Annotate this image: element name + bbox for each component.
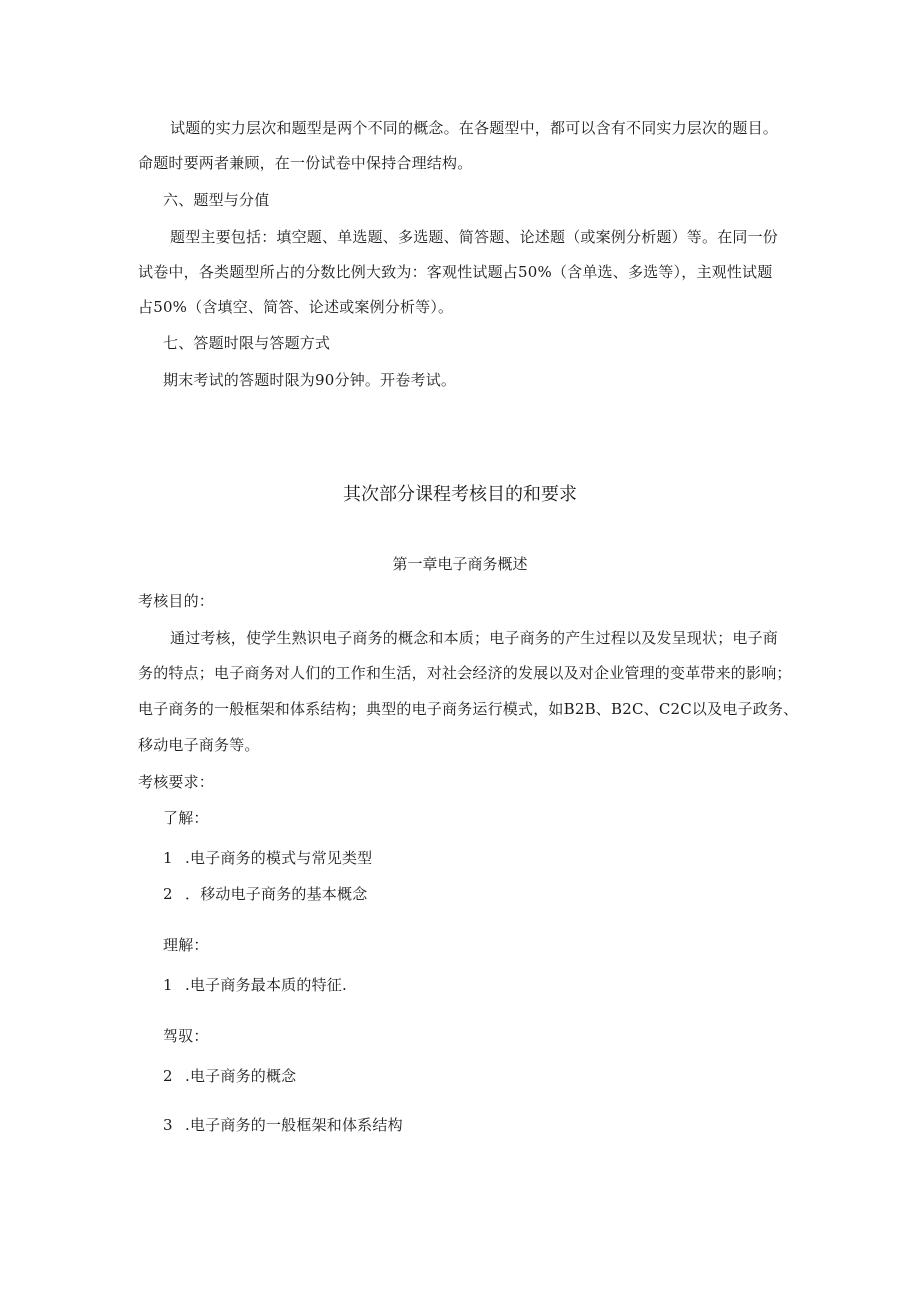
master-label: 驾驭： — [163, 1027, 209, 1045]
item-number: 2 — [163, 1067, 173, 1085]
item-number: 3 — [163, 1116, 173, 1134]
understand-label: 了解： — [163, 809, 209, 827]
item-text: .电子商务的一般框架和体系结构 — [185, 1116, 403, 1134]
requirement-label: 考核要求： — [138, 773, 215, 791]
item-text: .电子商务的概念 — [185, 1067, 297, 1085]
comprehend-label: 理解： — [163, 936, 209, 954]
objective-line-3: 电子商务的一般框架和体系结构；典型的电子商务运行模式，如B2B、B2C、C2C以及电子政务、 — [138, 700, 799, 718]
section7-heading: 七、答题时限与答题方式 — [163, 334, 331, 352]
comprehend-item — [163, 975, 347, 995]
section6-paragraph-line-2: 试卷中，各类题型所占的分数比例大致为：客观性试题占50%（含单选、多选等），主观性试题 — [138, 263, 773, 281]
item-number: 1 — [163, 849, 173, 867]
chapter1-title: 第一章电子商务概述 — [392, 555, 528, 573]
master-item — [163, 1066, 296, 1086]
objective-line-2: 务的特点；电子商务对人们的工作和生活，对社会经济的发展以及对企业管理的变革带来的影响； — [138, 664, 792, 682]
section5-paragraph-line-2: 命题时要两者兼顾，在一份试卷中保持合理结构。 — [138, 154, 473, 172]
item-text: ．移动电子商务的基本概念 — [185, 885, 368, 903]
master-item — [163, 1115, 403, 1135]
objective-label: 考核目的： — [138, 592, 215, 610]
item-number: 2 — [163, 885, 173, 903]
section6-paragraph-line-3: 占50%（含填空、简答、论述或案例分析等）。 — [138, 298, 454, 316]
item-number: 1 — [163, 976, 173, 994]
understand-item — [163, 848, 372, 868]
part2-title: 其次部分课程考核目的和要求 — [343, 484, 577, 505]
objective-line-4: 移动电子商务等。 — [138, 736, 260, 754]
section6-paragraph-line-1: 题型主要包括：填空题、单选题、多选题、简答题、论述题（或案例分析题）等。在同一份 — [170, 228, 779, 246]
objective-line-1: 通过考核，使学生熟识电子商务的概念和本质；电子商务的产生过程以及发呈现状；电子商 — [170, 629, 779, 647]
section7-paragraph-line-1: 期末考试的答题时限为90分钟。开卷考试。 — [163, 371, 457, 389]
understand-item — [163, 884, 367, 904]
item-text: .电子商务最本质的特征. — [185, 976, 347, 994]
section6-heading: 六、题型与分值 — [163, 191, 270, 209]
item-text: .电子商务的模式与常见类型 — [185, 849, 373, 867]
section5-paragraph-line-1: 试题的实力层次和题型是两个不同的概念。在各题型中，都可以含有不同实力层次的题目。 — [170, 119, 779, 137]
